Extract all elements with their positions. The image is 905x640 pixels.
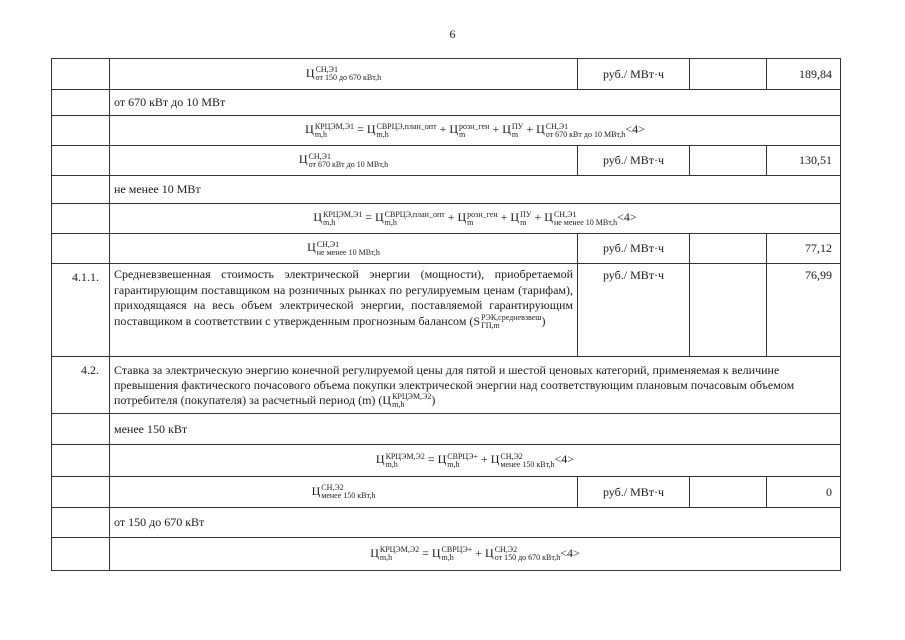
value-cell: 77,12 <box>767 234 841 264</box>
row-number-cell <box>52 146 110 176</box>
value-cell: 0 <box>767 477 841 508</box>
row-number-cell <box>52 176 110 204</box>
table-row <box>52 116 841 146</box>
formula-cell: Ц КРЦЭМ,Э1 m,h = Ц СВРЦЭ,план_опт m,h + Ц розн_ген m + Ц ПУ m + Ц СН,Э1 от 670 кВт до 10 МВт,h <4> <box>110 116 841 146</box>
row-number-cell <box>52 538 110 571</box>
range-label: от 670 кВт до 10 МВт <box>110 90 841 116</box>
row-number-cell: 4.1.1. <box>52 264 110 357</box>
row-number-cell: 4.2. <box>52 357 110 414</box>
table-row <box>52 59 841 90</box>
unit-cell: руб./ МВт·ч <box>578 234 690 264</box>
table-row <box>52 477 841 508</box>
table-row <box>52 508 841 538</box>
row-number-cell <box>52 234 110 264</box>
table-row <box>52 90 841 116</box>
empty-cell <box>690 477 767 508</box>
empty-cell <box>690 146 767 176</box>
range-label: не менее 10 МВт <box>110 176 841 204</box>
rate-symbol-cell: Ц СН,Э1 от 670 кВт до 10 МВт,h <box>110 146 578 176</box>
empty-cell <box>690 234 767 264</box>
table-row <box>52 176 841 204</box>
unit-cell: руб./ МВт·ч <box>578 59 690 90</box>
table-row <box>52 264 841 357</box>
range-label: менее 150 кВт <box>110 414 841 445</box>
table-row <box>52 445 841 477</box>
empty-cell <box>690 59 767 90</box>
row-number-cell <box>52 445 110 477</box>
row-number-cell <box>52 477 110 508</box>
table-row <box>52 357 841 414</box>
row-number-cell <box>52 59 110 90</box>
unit-cell: руб./ МВт·ч <box>578 264 690 357</box>
description-cell: Средневзвешенная стоимость электрической энергии (мощности), приобретаемой гарантирующим поставщиком на розничных рынках по регулируемым ценам (тарифам), приходящаяся на весь объем электрической энергии, поставляемой гарантирующим поставщиком в соответствии с утвержденным прогнозным балансом (S РЭК,средневзвеш ГП,m ) <box>110 264 578 357</box>
table-row <box>52 414 841 445</box>
row-number-cell <box>52 116 110 146</box>
table-row <box>52 146 841 176</box>
rate-symbol-cell: Ц СН,Э1 от 150 до 670 кВт,h <box>110 59 578 90</box>
table-row <box>52 234 841 264</box>
empty-cell <box>690 264 767 357</box>
formula-cell: Ц КРЦЭМ,Э2 m,h = Ц СВРЦЭ+ m,h + Ц СН,Э2 от 150 до 670 кВт,h <4> <box>110 538 841 571</box>
rate-symbol-cell: Ц СН,Э2 менее 150 кВт,h <box>110 477 578 508</box>
range-label: от 150 до 670 кВт <box>110 508 841 538</box>
description-cell: Ставка за электрическую энергию конечной регулируемой цены для пятой и шестой ценовых категорий, применяемая к величине превышения фактического почасового объема покупки электрической энергии над соответствующим плановым почасовым объемом потребителя (покупателя) за расчетный период (m) (Ц КРЦЭМ,Э2 m,h ) <box>110 357 841 414</box>
row-number-cell <box>52 414 110 445</box>
rate-symbol-cell: Ц СН,Э1 не менее 10 МВт,h <box>110 234 578 264</box>
value-cell: 130,51 <box>767 146 841 176</box>
table-row <box>52 538 841 571</box>
row-number-cell <box>52 508 110 538</box>
formula-cell: Ц КРЦЭМ,Э1 m,h = Ц СВРЦЭ,план_опт m,h + Ц розн_ген m + Ц ПУ m + Ц СН,Э1 не менее 10 МВт,h <4> <box>110 204 841 234</box>
value-cell: 189,84 <box>767 59 841 90</box>
tariff-table <box>51 58 841 571</box>
value-cell: 76,99 <box>767 264 841 357</box>
unit-cell: руб./ МВт·ч <box>578 146 690 176</box>
unit-cell: руб./ МВт·ч <box>578 477 690 508</box>
table-row <box>52 204 841 234</box>
row-number-cell <box>52 204 110 234</box>
formula-cell: Ц КРЦЭМ,Э2 m,h = Ц СВРЦЭ+ m,h + Ц СН,Э2 менее 150 кВт,h <4> <box>110 445 841 477</box>
row-number-cell <box>52 90 110 116</box>
page-number: 6 <box>449 27 456 41</box>
